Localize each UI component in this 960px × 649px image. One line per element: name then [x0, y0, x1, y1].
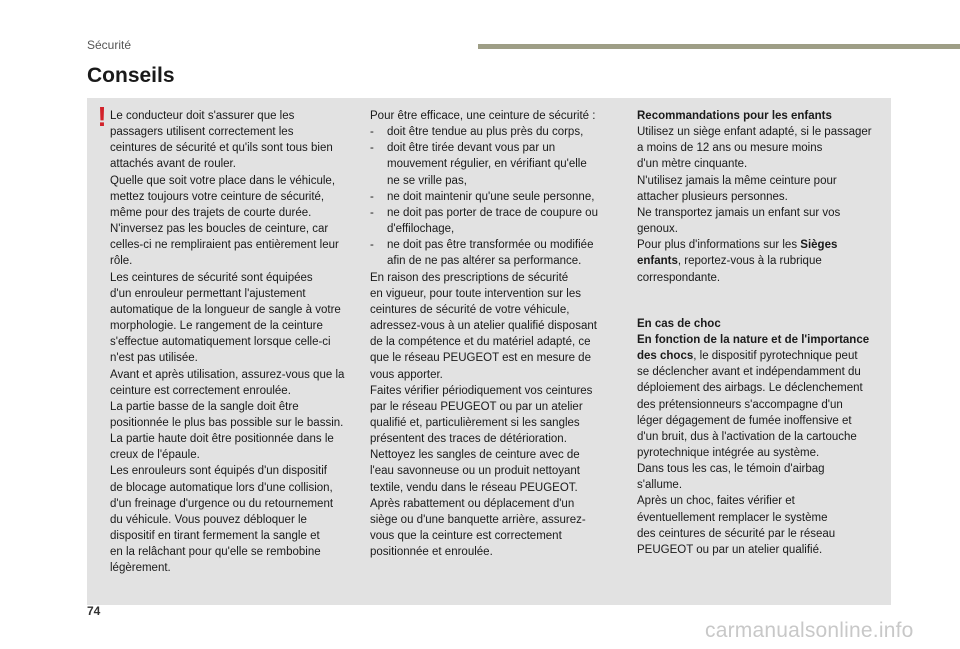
page-title: Conseils [87, 64, 175, 87]
text-line: pyrotechnique intégrée au système. [637, 446, 820, 459]
text-line: du véhicule. Vous pouvez débloquer le [110, 513, 307, 526]
text-line: déploiement des airbags. Le déclenchement [637, 382, 863, 395]
reference-link-seats: Sièges [800, 239, 838, 252]
belt-intro: Pour être efficace, une ceinture de sécurité : [370, 110, 596, 122]
text-line: présentent des traces de détérioration. [370, 433, 567, 446]
list-item [370, 205, 618, 237]
text-line: de la compétence et du matériel adapté, ce [370, 336, 591, 349]
text-line: n'est pas utilisée. [110, 352, 198, 365]
children-heading: Recommandations pour les enfants [637, 110, 832, 122]
text-line: ceintures de sécurité de votre véhicule, [370, 303, 570, 316]
text-line: passagers utilisent correctement les [110, 126, 294, 139]
text-line: PEUGEOT ou par un atelier qualifié. [637, 543, 823, 556]
text-line: a moins de 12 ans ou mesure moins [637, 142, 823, 155]
text-line: ceintures de sécurité et qu'ils sont tous bien [110, 142, 333, 155]
text-line: Ne transportez jamais un enfant sur vos [637, 206, 841, 219]
belt-maintenance-text [370, 270, 618, 561]
text-line: La partie basse de la sangle doit être [110, 400, 299, 413]
reference-link-children: enfants [637, 255, 678, 268]
text-line: d'un enrouleur permettant l'ajustement [110, 287, 306, 300]
text-line: d'un freinage d'urgence ou du retournement [110, 497, 334, 510]
text-line: positionnée le plus bas possible sur le bassin. [110, 416, 344, 429]
text-line: s'effectue automatiquement lorsque celle-ci [110, 336, 331, 349]
text-line: Dans tous les cas, le témoin d'airbag [637, 463, 825, 476]
text-line: Faites vérifier périodiquement vos ceintures [370, 384, 593, 397]
text-line: s'allume. [637, 479, 683, 492]
text-line: éventuellement remplacer le système [637, 511, 828, 524]
list-item-text: ne doit pas être transformée ou modifiée [387, 239, 594, 252]
list-item [370, 140, 618, 188]
text-line: en la relâchant pour qu'elle se rembobine [110, 546, 321, 559]
text-line: Utilisez un siège enfant adapté, si le passager [637, 126, 872, 139]
text-line: par le réseau PEUGEOT ou par un atelier [370, 400, 583, 413]
list-item-text: doit être tirée devant vous par un [387, 142, 556, 155]
text-line: attachés avant de rouler. [110, 158, 236, 171]
text-line: en vigueur, pour toute intervention sur les [370, 287, 581, 300]
list-item-first-line [370, 189, 618, 205]
page-number: 74 [87, 604, 101, 618]
text-line: l'eau savonneuse ou un produit nettoyant [370, 465, 580, 478]
children-reference [637, 237, 887, 253]
text-line: rôle. [110, 255, 133, 268]
dash-marker: - [370, 206, 374, 219]
text-line: des ceintures de sécurité par le réseau [637, 527, 836, 540]
text-line: des prétensionneurs s'accompagne d'un [637, 398, 843, 411]
list-item-text: ne doit pas porter de trace de coupure ou [387, 206, 598, 219]
section-label: Sécurité [87, 38, 132, 52]
text-line: creux de l'épaule. [110, 449, 200, 462]
children-text [637, 124, 887, 237]
shock-heading: En cas de choc [637, 317, 721, 330]
spacer [637, 286, 887, 316]
text-line: Avant et après utilisation, assurez-vous que la [110, 368, 345, 381]
column-2 [370, 108, 618, 560]
list-item [370, 189, 618, 205]
list-item-continuation: ne se vrille pas, [387, 174, 467, 187]
text-line: vous que la ceinture est correctement [370, 530, 562, 543]
text-line: celles-ci ne rempliraient pas entièrement leur [110, 239, 339, 252]
belt-requirements-list [370, 124, 618, 269]
list-item-continuation: afin de ne pas altérer sa performance. [387, 255, 582, 268]
text-line: dispositif en tirant fermement la sangle et [110, 530, 320, 543]
list-item-text: doit être tendue au plus près du corps, [387, 126, 584, 139]
text-line: que le réseau PEUGEOT est en mesure de [370, 352, 591, 365]
children-reference-end: correspondante. [637, 271, 721, 284]
children-reference-cont [637, 253, 887, 269]
dash-marker: - [370, 190, 374, 203]
shock-text [637, 364, 887, 558]
list-item [370, 124, 618, 140]
text-line: d'un mètre cinquante. [637, 158, 748, 171]
text-line: qualifié et, particulièrement si les sangles [370, 416, 580, 429]
text-line: se déclencher avant et indépendamment du [637, 366, 861, 379]
text-line: siège ou d'une banquette arrière, assurez- [370, 513, 586, 526]
list-item-first-line [370, 205, 618, 221]
text-line: morphologie. Le rangement de la ceinture [110, 320, 323, 333]
list-item-continuation: mouvement régulier, en vérifiant qu'elle [387, 158, 587, 171]
text-line: positionnée et enroulée. [370, 546, 493, 559]
text-line: de blocage automatique lors d'une collision, [110, 481, 333, 494]
shock-post: , le dispositif pyrotechnique peut [693, 350, 858, 363]
text-line: ceinture est correctement enroulée. [110, 384, 291, 397]
text-line: automatique de la longueur de sangle à votre [110, 303, 341, 316]
dash-marker: - [370, 142, 374, 155]
text-line: N'inversez pas les boucles de ceinture, car [110, 223, 329, 236]
dash-marker: - [370, 239, 374, 252]
list-item-first-line [370, 237, 618, 253]
list-item-text: ne doit maintenir qu'une seule personne, [387, 190, 595, 203]
text-line: Quelle que soit votre place dans le véhicule, [110, 174, 336, 187]
shock-bold-2: des chocs [637, 350, 694, 363]
header-rule [478, 44, 960, 49]
text-line: genoux. [637, 223, 678, 236]
text-line: adressez-vous à un atelier qualifié disposant [370, 320, 597, 333]
shock-bold-line: En fonction de la nature et de l'importance [637, 333, 870, 346]
list-item-first-line [370, 124, 618, 140]
list-item-first-line [370, 140, 618, 156]
text-line: N'utilisez jamais la même ceinture pour [637, 174, 837, 187]
shock-line-2 [637, 348, 887, 364]
reference-text: Pour plus d'informations sur les [637, 239, 801, 252]
text-line: La partie haute doit être positionnée dans le [110, 433, 334, 446]
reference-text-post: , reportez-vous à la rubrique [677, 255, 822, 268]
list-item-continuation: d'effilochage, [387, 223, 455, 236]
warning-icon: ! [97, 101, 107, 132]
dash-marker: - [370, 126, 374, 139]
text-line: textile, vendu dans le réseau PEUGEOT. [370, 481, 578, 494]
text-line: attacher plusieurs personnes. [637, 190, 788, 203]
text-line: léger dégagement de fumée inoffensive et [637, 414, 852, 427]
text-line: Après un choc, faites vérifier et [637, 495, 795, 508]
text-line: Les enrouleurs sont équipés d'un dispositif [110, 465, 328, 478]
list-item [370, 237, 618, 269]
text-line: Après rabattement ou déplacement d'un [370, 497, 575, 510]
text-line: mettez toujours votre ceinture de sécurité, [110, 190, 325, 203]
text-line: même pour des trajets de courte durée. [110, 206, 312, 219]
column-1 [110, 108, 358, 577]
text-line: légèrement. [110, 562, 171, 575]
text-line: d'un bruit, dus à l'activation de la cartouche [637, 430, 857, 443]
text-line: vous apporter. [370, 368, 443, 381]
column-3 [637, 108, 887, 558]
text-line: Le conducteur doit s'assurer que les [110, 110, 295, 122]
watermark: carmanualsonline.info [705, 619, 914, 642]
text-line: Nettoyez les sangles de ceinture avec de [370, 449, 580, 462]
text-line: En raison des prescriptions de sécurité [370, 271, 569, 284]
text-line: Les ceintures de sécurité sont équipées [110, 271, 313, 284]
